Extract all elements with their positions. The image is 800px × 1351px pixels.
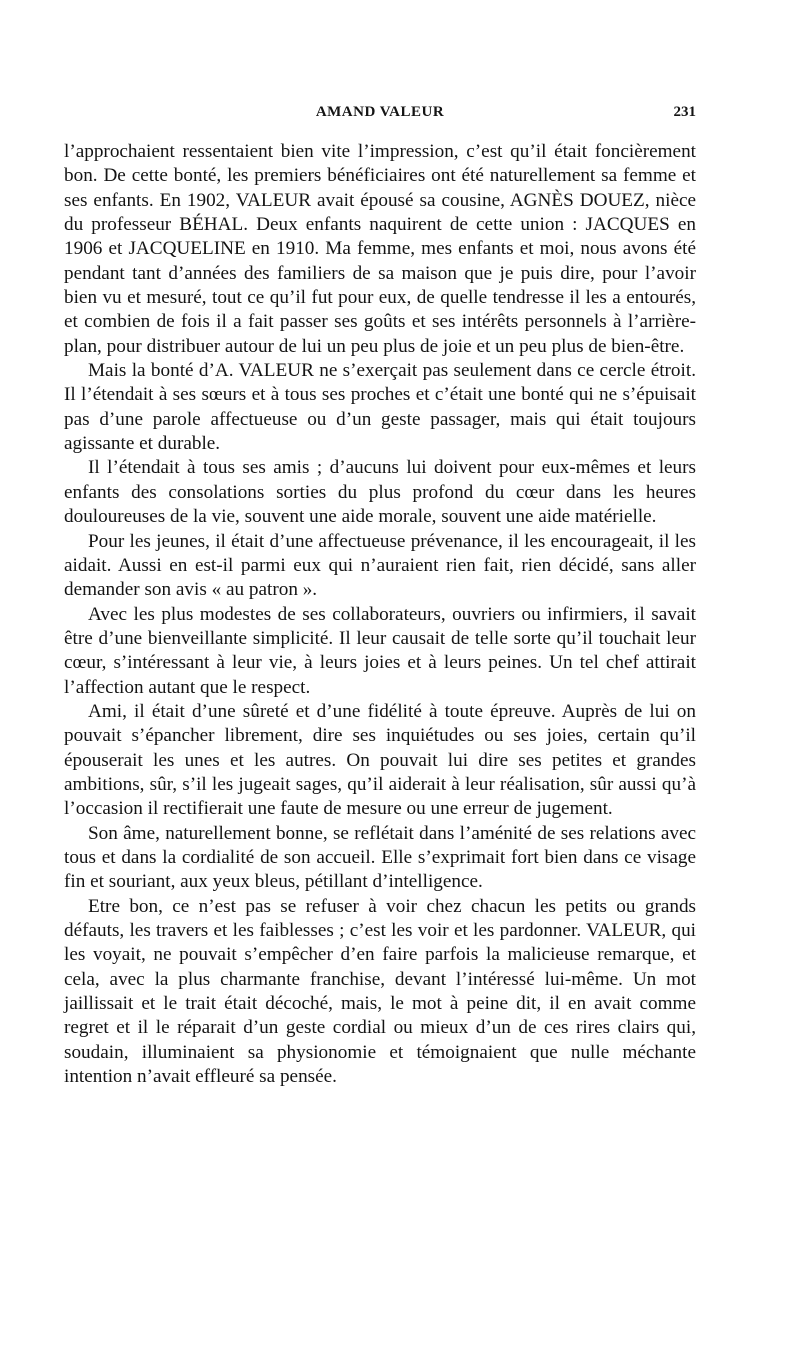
paragraph: Etre bon, ce n’est pas se refuser à voir chez chacun les petits ou grands défauts, les travers et les faiblesses ; c’est les voir et les pardonner. VALEUR, qui les voyait, ne pouvait s’empêcher d’en faire parfois la malicieuse remarque, et cela, avec la plus charmante franchise, devant l’intéressé lui-même. Un mot jaillissait et le trait était décoché, mais, le mot à peine dit, il en avait comme regret et il le réparait d’un geste cordial ou mieux d’un de ces rires clairs qui, soudain, illuminaient sa physionomie et témoignaient que nulle méchante intention n’avait effleuré sa pensée. xyxy=(64,895,696,1088)
paragraph: Il l’étendait à tous ses amis ; d’aucuns lui doivent pour eux-mêmes et leurs enfants des consolations sorties du plus profond du cœur dans les heures douloureuses de la vie, souvent une aide morale, souvent une aide matérielle. xyxy=(64,457,696,528)
page-number: 231 xyxy=(673,104,696,120)
running-head xyxy=(64,104,696,124)
paragraph-continued: l’approchaient ressentaient bien vite l’impression, c’est qu’il était foncièrement bon. De cette bonté, les premiers bénéficiaires ont été naturellement sa femme et ses enfants. En 1902, VALEUR avait épousé sa cousine, AGNÈS DOUEZ, nièce du professeur BÉHAL. Deux enfants naquirent de cette union : JACQUES en 1906 et JACQUELINE en 1910. Ma femme, mes enfants et moi, nous avons été pendant tant d’années des familiers de sa maison que je puis dire, pour l’avoir bien vu et mesuré, tout ce qu’il fut pour eux, de quelle tendresse il les a entourés, et combien de fois il a fait passer ses goûts et ses intérêts personnels à l’arrière-plan, pour distribuer autour de lui un peu plus de joie et un peu plus de bien-être. xyxy=(64,141,696,357)
paragraph: Mais la bonté d’A. VALEUR ne s’exerçait pas seulement dans ce cercle étroit. Il l’étendait à ses sœurs et à tous ses proches et c’était une bonté qui ne s’épuisait pas d’une parole affectueuse ou d’un geste passager, mais qui était toujours agissante et durable. xyxy=(64,360,696,455)
paragraph: Pour les jeunes, il était d’une affectueuse prévenance, il les encourageait, il les aidait. Aussi en est-il parmi eux qui n’auraient rien fait, rien décidé, sans aller demander son avis « au patron ». xyxy=(64,530,696,601)
paragraph: Son âme, naturellement bonne, se reflétait dans l’aménité de ses relations avec tous et dans la cordialité de son accueil. Elle s’exprimait fort bien dans ce visage fin et souriant, aux yeux bleus, pétillant d’intelligence. xyxy=(64,822,696,893)
paragraph: Avec les plus modestes de ses collaborateurs, ouvriers ou infirmiers, il savait être d’une bienveillante simplicité. Il leur causait de telle sorte qu’il touchait leur cœur, s’intéressant à leur vie, à leurs joies et à leurs peines. Un tel chef attirait l’affection autant que le respect. xyxy=(64,603,696,698)
paragraph: Ami, il était d’une sûreté et d’une fidélité à toute épreuve. Auprès de lui on pouvait s’épancher librement, dire ses inquiétudes ou ses joies, certain qu’il épouserait les unes et les autres. On pouvait lui dire ses petites et grandes ambitions, sûr, s’il les jugeait sages, qu’il aiderait à leur réalisation, sûr aussi qu’à l’occasion il rectifierait une faute de mesure ou une erreur de jugement. xyxy=(64,700,696,820)
body-text xyxy=(64,140,696,1089)
running-title: AMAND VALEUR xyxy=(315,104,445,120)
